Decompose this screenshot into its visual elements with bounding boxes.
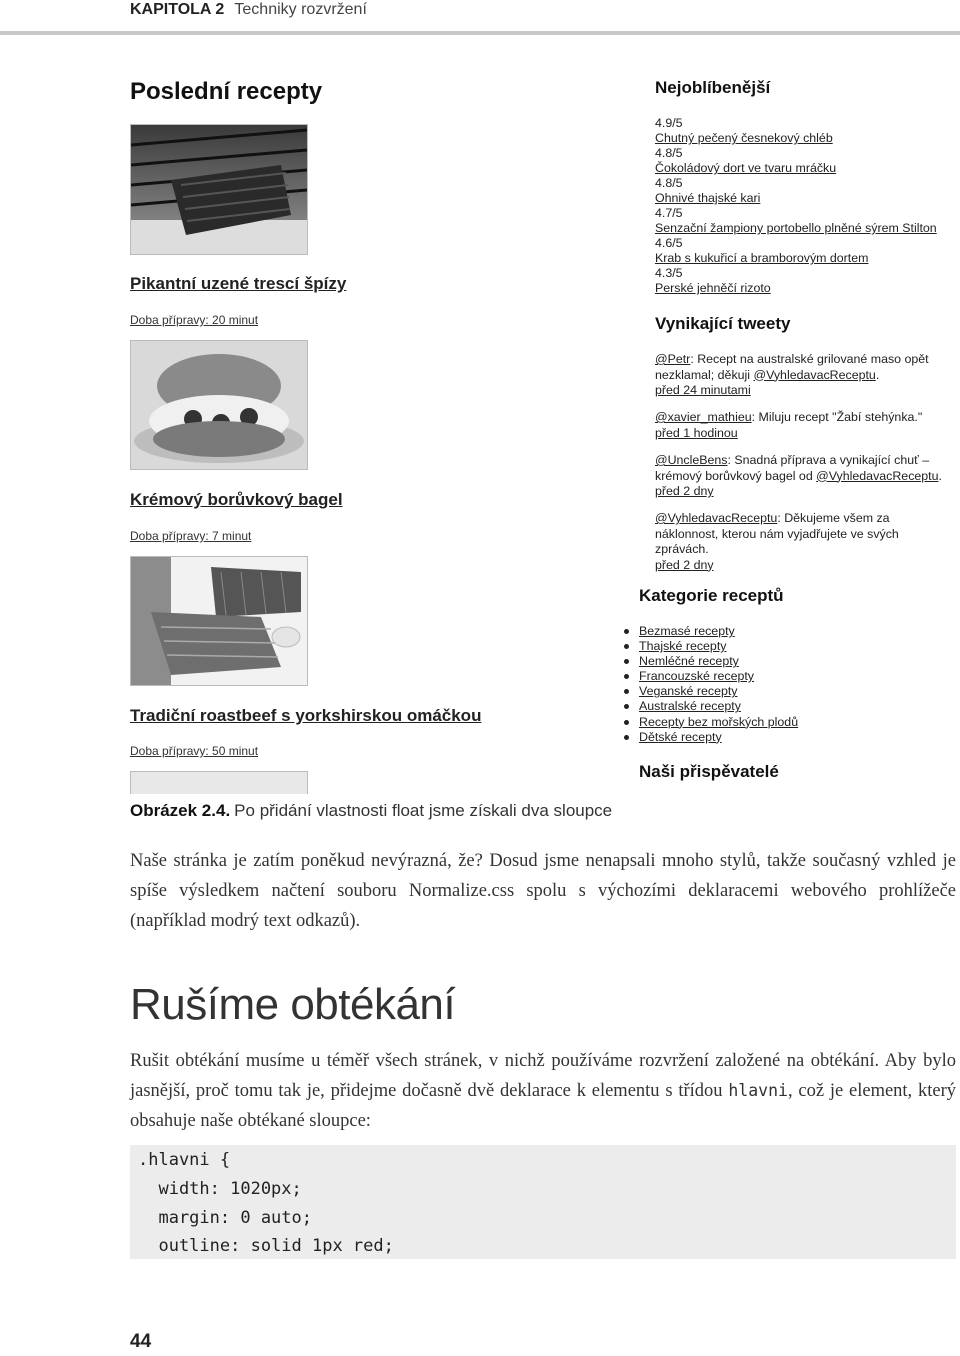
recipe-time-2[interactable]: Doba přípravy: 7 minut bbox=[130, 529, 252, 543]
bullet-icon bbox=[624, 674, 629, 679]
tweet-user-link[interactable]: @xavier_mathieu bbox=[655, 410, 752, 424]
recipe-photo-roastbeef[interactable] bbox=[130, 556, 308, 686]
tweets-heading: Vynikající tweety bbox=[655, 314, 791, 333]
tweet-mention-link[interactable]: @VyhledavacReceptu bbox=[753, 367, 876, 382]
bullet-icon bbox=[624, 644, 629, 649]
recipe-time-3[interactable]: Doba přípravy: 50 minut bbox=[130, 744, 259, 758]
paragraph-text-end: , což je element, který obsahuje naše obtékané sloupce: bbox=[130, 1081, 956, 1131]
tweet bbox=[655, 410, 945, 441]
recipe-title-2[interactable]: Krémový borůvkový bagel bbox=[130, 490, 343, 509]
category-link[interactable]: Thajské recepty bbox=[624, 639, 798, 654]
tweet-time-link[interactable]: před 2 dny bbox=[655, 557, 714, 572]
skewers-image bbox=[131, 125, 307, 254]
popular-list bbox=[655, 116, 937, 296]
tweet-time-link[interactable]: před 2 dny bbox=[655, 484, 714, 498]
tweet-user-link[interactable]: @VyhledavacReceptu bbox=[655, 511, 778, 525]
bullet-icon bbox=[624, 704, 629, 709]
tweet-user-link[interactable]: @UncleBens bbox=[655, 453, 728, 467]
tweet-time-link[interactable]: před 24 minutami bbox=[655, 383, 751, 397]
inline-code: hlavni bbox=[728, 1081, 788, 1100]
popular-link[interactable]: Perské jehněčí rizoto bbox=[655, 281, 771, 295]
code-line: width: 1020px; bbox=[138, 1179, 302, 1199]
chapter-label: KAPITOLA 2 bbox=[130, 1, 225, 18]
tweet-text: : Recept na australské grilované maso opět nezklamal; děkuji bbox=[655, 352, 929, 382]
running-header bbox=[130, 0, 367, 20]
popular-rating: 4.6/5 bbox=[655, 236, 683, 250]
category-link[interactable]: Australské recepty bbox=[624, 699, 798, 714]
recipe-title-1[interactable]: Pikantní uzené trescí špízy bbox=[130, 274, 347, 293]
figure-number: Obrázek 2.4. bbox=[130, 801, 231, 820]
recipe-title-3[interactable]: Tradiční roastbeef s yorkshirskou omáčkou bbox=[130, 706, 482, 725]
popular-link[interactable]: Chutný pečený česnekový chléb bbox=[655, 131, 833, 145]
category-link[interactable]: Nemléčné recepty bbox=[624, 654, 798, 669]
body-paragraph-1: Naše stránka je zatím poněkud nevýrazná, že? Dosud jsme nenapsali mnoho stylů, takže současný vzhled je spíše výsledkem načtení souboru Normalize.css spolu s výchozími deklaracemi webového prohlížeče (například modrý text odkazů). bbox=[130, 851, 956, 931]
tweet-text: : Děkujeme všem za náklonnost, kterou nám vyjadřujete ve svých zprávách. bbox=[655, 511, 899, 556]
popular-rating: 4.7/5 bbox=[655, 206, 683, 220]
bullet-icon bbox=[624, 735, 629, 740]
bullet-icon bbox=[624, 720, 629, 725]
popular-link[interactable]: Ohnivé thajské kari bbox=[655, 191, 761, 205]
category-link[interactable]: Francouzské recepty bbox=[624, 669, 798, 684]
latest-recipes-heading: Poslední recepty bbox=[130, 78, 323, 105]
tweet-mention-link[interactable]: @VyhledavacReceptu bbox=[816, 468, 939, 483]
chapter-title: Techniky rozvržení bbox=[234, 1, 367, 18]
popular-link[interactable]: Senzační žampiony portobello plněné sýrem Stilton bbox=[655, 221, 937, 235]
popular-heading: Nejoblíbenější bbox=[655, 78, 771, 97]
roastbeef-image bbox=[131, 557, 307, 685]
paragraph-text: Rušit obtékání musíme u téměř všech stránek, v nichž používáme rozvržení založené na obtékání. Aby bylo jasnější, proč tomu tak je, přidejme dočasně dvě deklarace k elementu s třídou bbox=[130, 1051, 956, 1101]
tweet bbox=[655, 453, 945, 500]
tweet-text: : Snadná příprava a vynikající chuť – krémový borůvkový bagel od bbox=[655, 453, 930, 483]
popular-link[interactable]: Krab s kukuřicí a bramborovým dortem bbox=[655, 251, 869, 265]
bullet-icon bbox=[624, 659, 629, 664]
popular-rating: 4.8/5 bbox=[655, 146, 683, 160]
popular-link[interactable]: Čokoládový dort ve tvaru mráčku bbox=[655, 161, 837, 175]
body-paragraph-2 bbox=[130, 1046, 956, 1136]
recipe-photo-skewers[interactable] bbox=[130, 124, 308, 255]
bullet-icon bbox=[624, 689, 629, 694]
category-link[interactable]: Dětské recepty bbox=[624, 730, 798, 745]
popular-rating: 4.8/5 bbox=[655, 176, 683, 190]
code-line: margin: 0 auto; bbox=[138, 1208, 312, 1228]
code-block bbox=[130, 1145, 956, 1259]
tweet-time-link[interactable]: před 1 hodinou bbox=[655, 425, 738, 440]
page-number: 44 bbox=[130, 1331, 152, 1352]
code-line: .hlavni { bbox=[138, 1150, 231, 1170]
figure-caption bbox=[130, 801, 612, 821]
bullet-icon bbox=[624, 629, 629, 634]
tweet-text: : Miluju recept "Žabí stehýnka." bbox=[751, 410, 923, 424]
section-heading: Rušíme obtékání bbox=[130, 980, 456, 1029]
popular-rating: 4.9/5 bbox=[655, 116, 683, 130]
tweet-user-link[interactable]: @Petr bbox=[655, 352, 691, 366]
recipe-photo-bagel[interactable] bbox=[130, 340, 308, 470]
popular-rating: 4.3/5 bbox=[655, 266, 683, 280]
bagel-image bbox=[131, 341, 307, 469]
category-link[interactable]: Bezmasé recepty bbox=[624, 624, 798, 639]
recipe-time-1[interactable]: Doba přípravy: 20 minut bbox=[130, 313, 259, 327]
contributors-heading: Naši přispěvatelé bbox=[639, 762, 779, 781]
tweet-text-end: . bbox=[938, 468, 942, 483]
header-rule bbox=[0, 31, 960, 35]
categories-list bbox=[624, 624, 798, 745]
code-line: outline: solid 1px red; bbox=[138, 1236, 394, 1256]
figure-caption-text: Po přidání vlastnosti float jsme získali dva sloupce bbox=[234, 801, 613, 820]
categories-heading: Kategorie receptů bbox=[639, 586, 784, 605]
tweet bbox=[655, 352, 945, 399]
category-link[interactable]: Recepty bez mořských plodů bbox=[624, 715, 798, 730]
recipe-photo-partial bbox=[130, 771, 308, 794]
category-link[interactable]: Veganské recepty bbox=[624, 684, 798, 699]
tweet-text-end: . bbox=[875, 367, 880, 382]
tweet bbox=[655, 511, 945, 573]
